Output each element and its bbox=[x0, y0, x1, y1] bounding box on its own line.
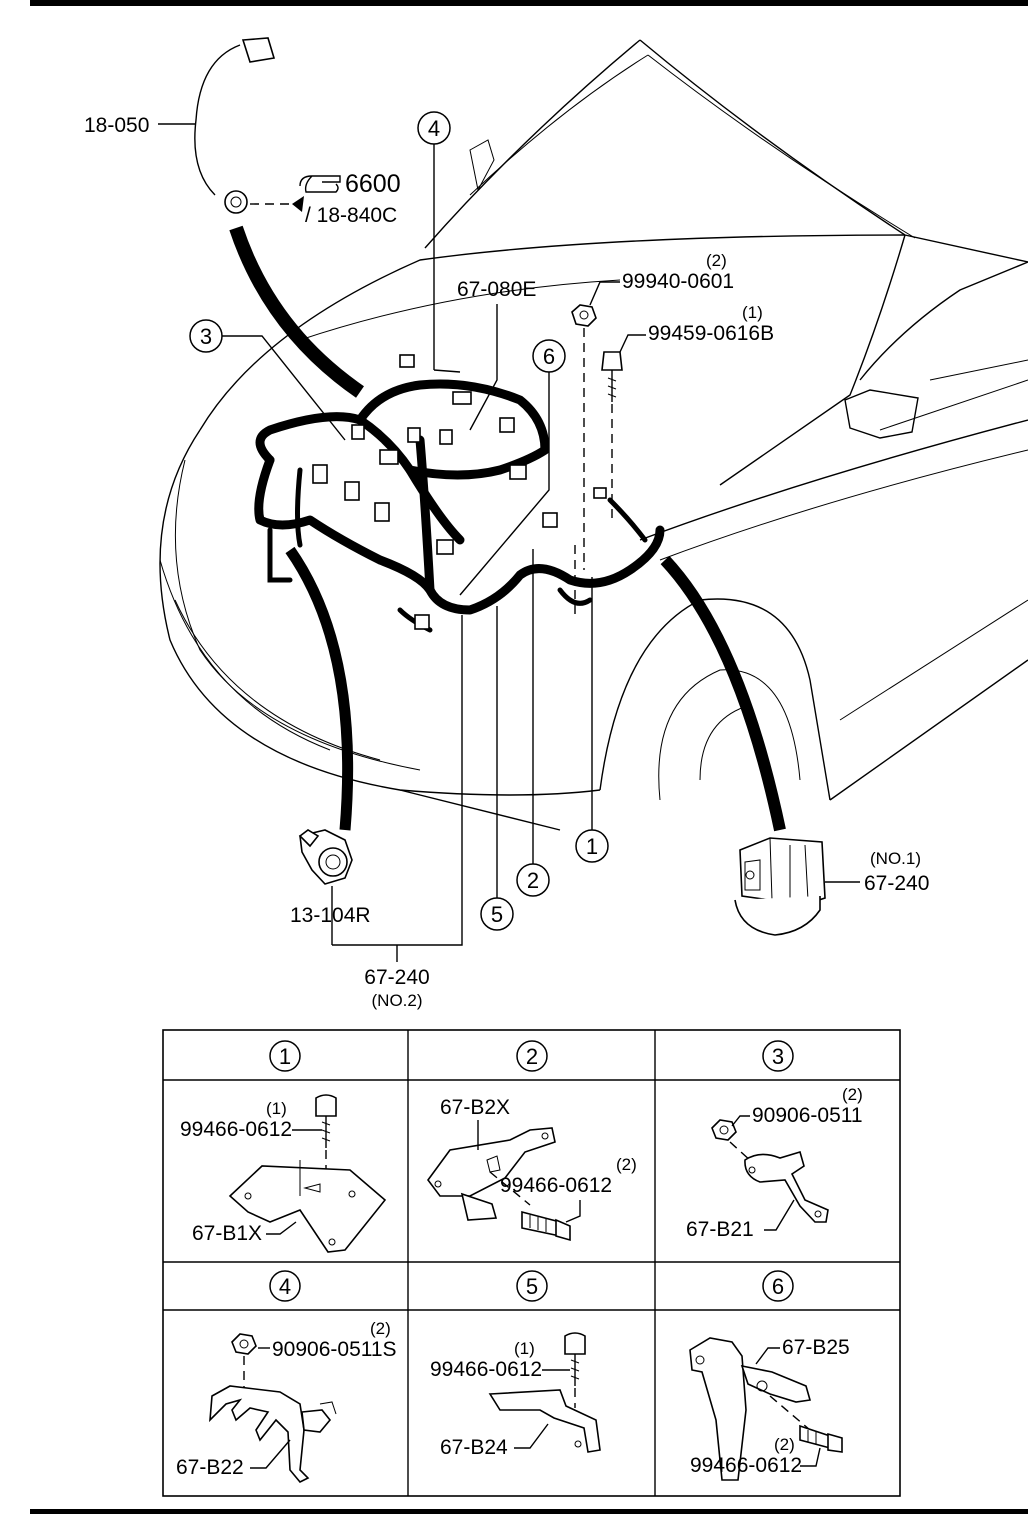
nut-99940 bbox=[572, 305, 596, 570]
label-18-050: 18-050 bbox=[84, 114, 150, 137]
callout-4: 4 bbox=[427, 116, 441, 141]
pointing-hand-icon bbox=[300, 176, 340, 192]
callout-2: 2 bbox=[526, 868, 540, 893]
cell6-bolt: 99466-0612 bbox=[690, 1454, 803, 1477]
leader-line bbox=[250, 1440, 290, 1468]
label-99940: 99940-0601 bbox=[622, 270, 735, 293]
detail-cell-5 bbox=[490, 1333, 600, 1452]
label-67-240-no2: 67-240 bbox=[364, 966, 430, 989]
cell4-nut-qty: (2) bbox=[370, 1319, 391, 1338]
leader-line bbox=[434, 370, 460, 372]
detail-header-1: 1 bbox=[278, 1044, 292, 1069]
cell1-bracket: 67-B1X bbox=[192, 1222, 263, 1245]
cell4-nut: 90906-0511S bbox=[272, 1338, 397, 1361]
note-no1: (NO.1) bbox=[870, 849, 921, 868]
label-18-840c: / 18-840C bbox=[305, 204, 398, 227]
cell5-bracket: 67-B24 bbox=[440, 1436, 508, 1459]
qty-99940: (2) bbox=[706, 251, 727, 270]
qty-99459: (1) bbox=[742, 303, 763, 322]
leader-line bbox=[266, 1222, 296, 1234]
cell5-bolt: 99466-0612 bbox=[430, 1358, 543, 1381]
detail-header-4: 4 bbox=[278, 1274, 292, 1299]
leader-line bbox=[800, 1448, 820, 1466]
cell1-bolt: 99466-0612 bbox=[180, 1118, 293, 1141]
detail-header-6: 6 bbox=[771, 1274, 785, 1299]
detail-header-2: 2 bbox=[525, 1044, 539, 1069]
cell4-bracket: 67-B22 bbox=[176, 1456, 244, 1479]
detail-cell-3 bbox=[712, 1120, 828, 1222]
callout-5: 5 bbox=[490, 902, 504, 927]
leader-13-104r bbox=[290, 550, 348, 830]
cell3-bracket: 67-B21 bbox=[686, 1218, 754, 1241]
callout-3: 3 bbox=[199, 324, 213, 349]
leader-line bbox=[620, 335, 646, 352]
top-rule bbox=[30, 0, 1028, 6]
cell2-bolt-qty: (2) bbox=[616, 1155, 637, 1174]
note-no2: (NO.2) bbox=[371, 991, 423, 1010]
label-99459: 99459-0616B bbox=[648, 322, 775, 345]
leader-line bbox=[470, 304, 497, 430]
label-6600: 6600 bbox=[345, 170, 401, 198]
leader-line bbox=[514, 1424, 548, 1448]
callout-1: 1 bbox=[585, 834, 599, 859]
cell2-bolt: 99466-0612 bbox=[500, 1174, 613, 1197]
label-13-104r: 13-104R bbox=[290, 904, 371, 927]
car-body-outline bbox=[160, 40, 1028, 830]
leader-18-050 bbox=[236, 228, 360, 392]
cell2-bracket: 67-B2X bbox=[440, 1096, 511, 1119]
label-67-080e: 67-080E bbox=[457, 278, 537, 301]
leader-line bbox=[590, 282, 620, 305]
bottom-rule bbox=[30, 1509, 1028, 1514]
leader-line bbox=[460, 372, 549, 595]
leader-67-240-no1 bbox=[665, 560, 780, 830]
cell6-bolt-qty: (2) bbox=[774, 1435, 795, 1454]
engine-wiring-harness bbox=[259, 355, 660, 630]
cell1-bolt-qty: (1) bbox=[266, 1099, 287, 1118]
junction-box-67-240 bbox=[735, 838, 825, 935]
leader-line bbox=[566, 1200, 580, 1222]
cell3-nut: 90906-0511 bbox=[752, 1104, 863, 1127]
label-67-240-no1: 67-240 bbox=[864, 872, 930, 895]
oxygen-sensor-part bbox=[195, 38, 304, 213]
detail-header-3: 3 bbox=[771, 1044, 785, 1069]
sensor-13-104r bbox=[300, 830, 352, 884]
cell3-nut-qty: (2) bbox=[842, 1085, 863, 1104]
cell5-bolt-qty: (1) bbox=[514, 1339, 535, 1358]
leader-line bbox=[732, 1116, 750, 1126]
leader-line bbox=[756, 1348, 780, 1364]
cell6-bracket: 67-B25 bbox=[782, 1336, 850, 1359]
leader-line bbox=[764, 1200, 794, 1230]
callout-6: 6 bbox=[542, 344, 556, 369]
detail-header-5: 5 bbox=[525, 1274, 539, 1299]
